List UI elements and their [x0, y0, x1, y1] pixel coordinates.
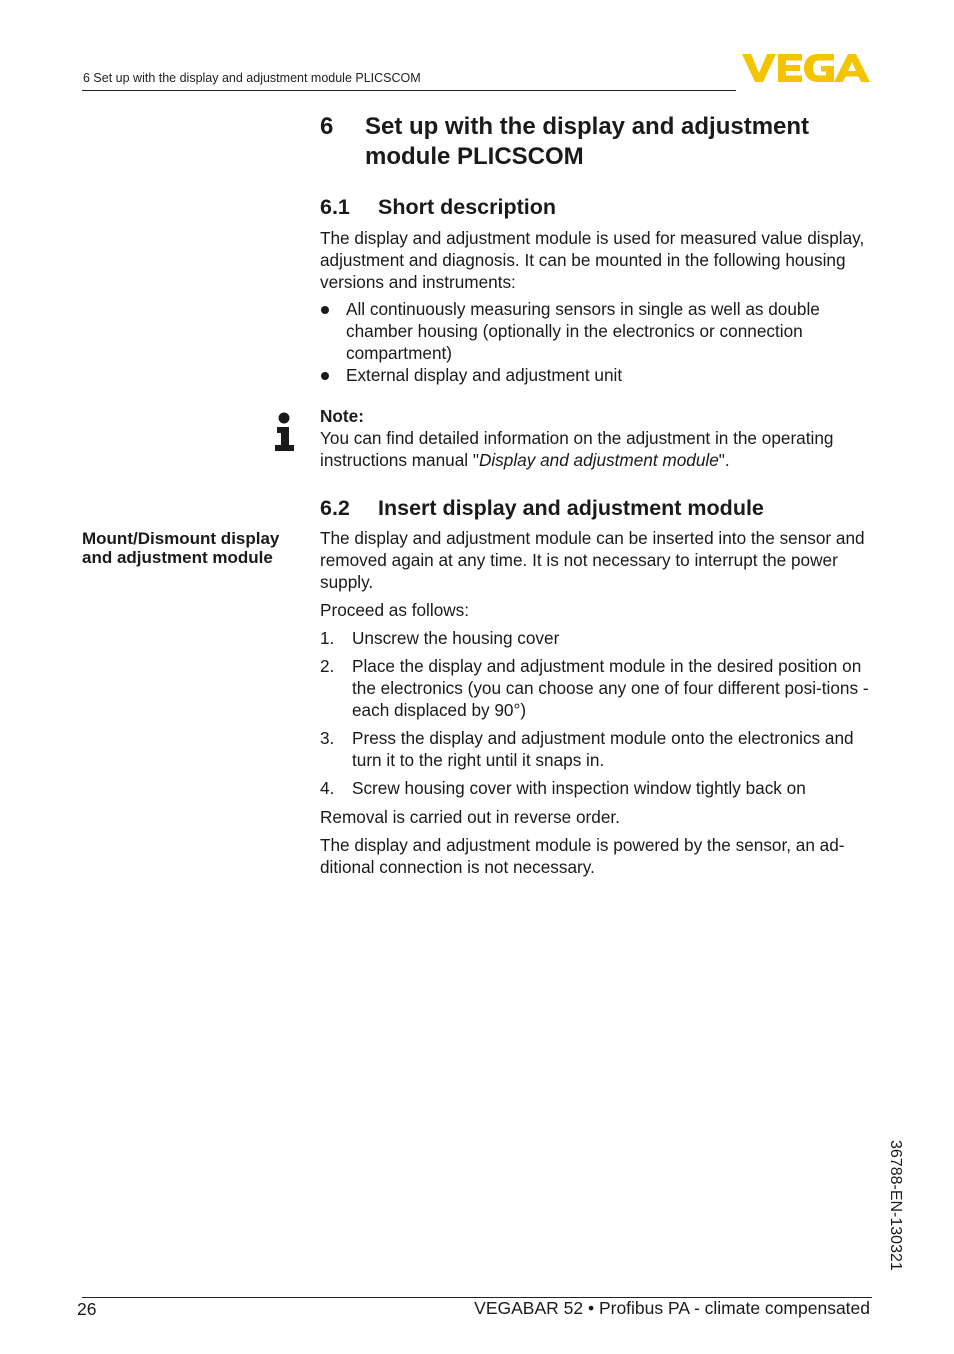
page-number: 26 [77, 1299, 97, 1319]
bullet-dot-icon [321, 372, 329, 380]
header-divider [82, 90, 736, 91]
chapter-heading [320, 112, 880, 174]
removal-paragraph: Removal is carried out in reverse order. [320, 807, 620, 827]
note-text-part: ". [718, 450, 730, 470]
list-item [320, 364, 872, 386]
step-text: Place the display and adjustment module in the desired position on the electronics (you can choose any one of four different posi-tions - each displaced by 90°) [352, 656, 869, 720]
short-description-paragraph: The display and adjustment module is used for measured value display, adjustment and diagnosis. It can be mounted in the following housing versions and instruments: [320, 228, 865, 292]
step-text: Screw housing cover with inspection window tightly back on [352, 778, 806, 798]
step-text: Unscrew the housing cover [352, 628, 560, 648]
step-number: 1. [320, 628, 335, 648]
power-paragraph: The display and adjustment module is powered by the sensor, an ad-ditional connection is not necessary. [320, 835, 845, 877]
section-heading-6-1 [320, 194, 880, 222]
step-item [320, 655, 872, 721]
list-item [320, 298, 872, 364]
info-icon [274, 412, 296, 452]
list-item-text: All continuously measuring sensors in single as well as double chamber housing (optionally in the electronics or connection compartment) [346, 299, 820, 363]
step-item [320, 627, 872, 649]
margin-label: Mount/Dismount display and adjustment module [82, 529, 280, 567]
insert-intro-paragraph: The display and adjustment module can be inserted into the sensor and removed again at any time. It is not necessary to interrupt the power supply. [320, 528, 865, 592]
manual-title: Display and adjustment module [478, 450, 719, 470]
step-number: 3. [320, 728, 335, 748]
section-title: Short description [378, 195, 556, 219]
chapter-number: 6 [320, 113, 334, 140]
footer-title: VEGABAR 52 • Profibus PA - climate compensated [474, 1298, 870, 1318]
step-item [320, 777, 872, 799]
step-text: Press the display and adjustment module onto the electronics and turn it to the right until it snaps in. [352, 728, 854, 770]
chapter-title: Set up with the display and adjustment module PLICSCOM [365, 113, 810, 170]
step-number: 4. [320, 778, 335, 798]
bullet-dot-icon [321, 306, 329, 314]
note-heading: Note: [320, 406, 364, 426]
list-item-text: External display and adjustment unit [346, 365, 623, 385]
section-title: Insert display and adjustment module [378, 496, 764, 520]
step-item [320, 727, 872, 771]
running-header: 6 Set up with the display and adjustment module PLICSCOM [83, 71, 421, 85]
note-text-part: You can find detailed information on the adjustment in the operating instructions manual " [320, 428, 834, 470]
document-code: 36788-EN-130321 [887, 1140, 904, 1271]
note-text [320, 427, 872, 471]
vega-logo [742, 52, 872, 84]
section-heading-6-2 [320, 495, 880, 523]
proceed-paragraph: Proceed as follows: [320, 600, 470, 620]
step-number: 2. [320, 656, 335, 676]
section-number: 6.1 [320, 195, 350, 219]
section-number: 6.2 [320, 496, 350, 520]
